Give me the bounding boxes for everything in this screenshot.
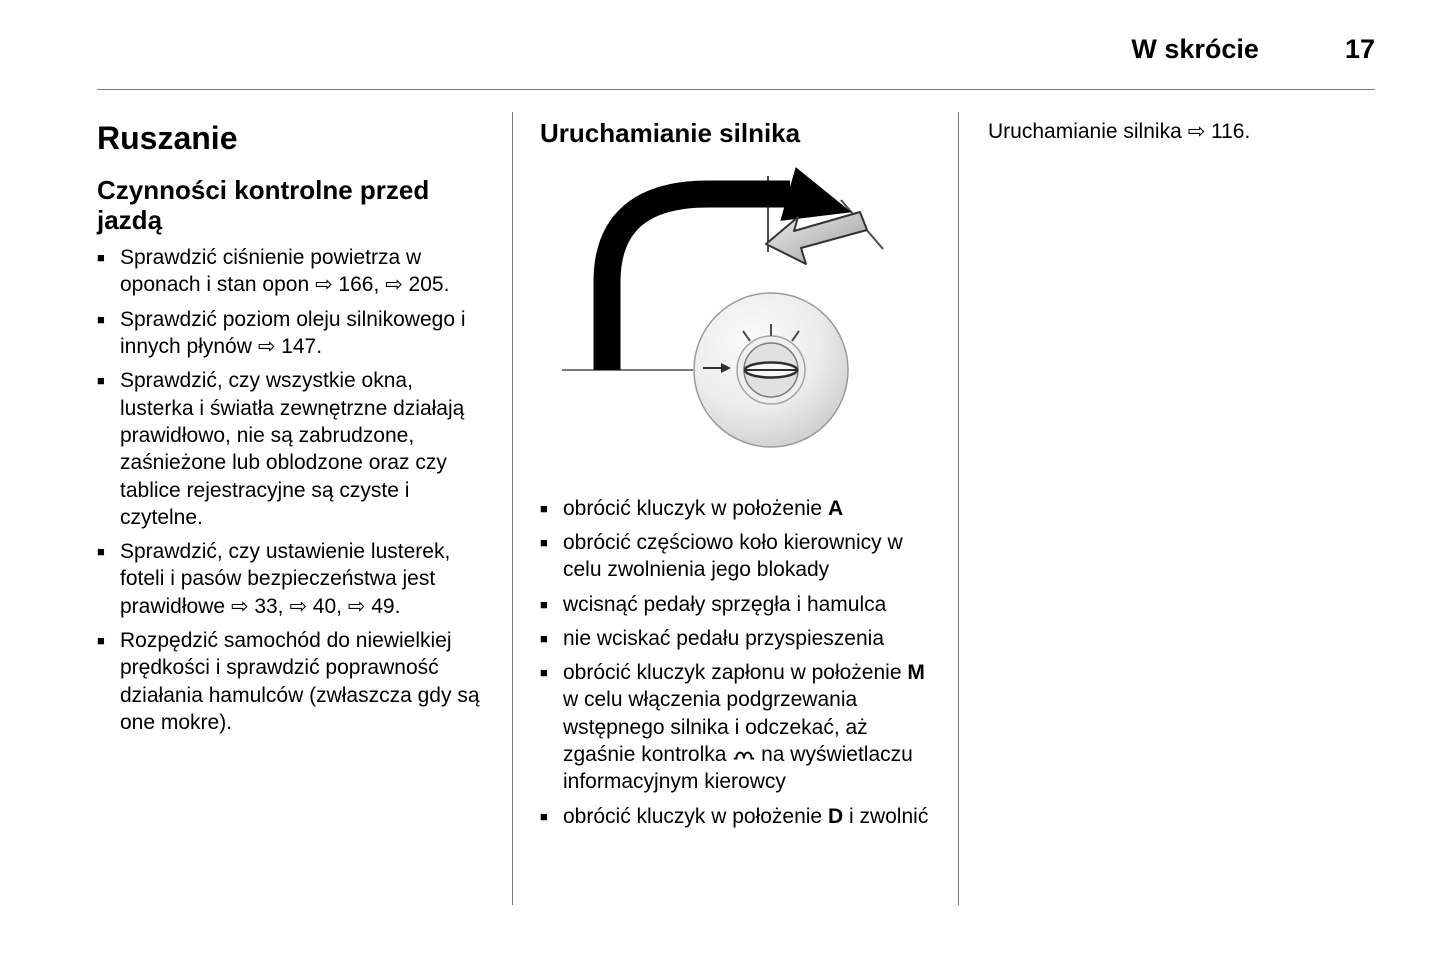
heading-ruszanie: Ruszanie xyxy=(97,120,238,156)
bullet-item xyxy=(540,803,936,830)
bullet-item xyxy=(540,495,936,522)
bullet-text: Sprawdzić, czy wszystkie okna, lusterka i światła zewnętrzne działają prawidłowo, nie są zabrudzone, zaśnieżone lub oblodzone oraz czy tablice rejestracyjne są czyste i czytelne. xyxy=(120,369,465,529)
bullet-item xyxy=(540,591,936,618)
column-right xyxy=(958,112,1375,905)
column-left xyxy=(97,112,512,905)
bullet-text: nie wciskać pedału przyspieszenia xyxy=(563,626,884,650)
cross-reference: Uruchamianie silnika ⇨ 116. xyxy=(988,120,1251,143)
bullet-item xyxy=(540,659,936,795)
bullet-square-icon: ■ xyxy=(540,630,548,646)
content-columns xyxy=(97,112,1375,905)
engine-start-steps-list xyxy=(540,495,936,830)
pre-drive-checks-list xyxy=(97,244,488,736)
bullet-square-icon: ■ xyxy=(540,500,548,516)
bullet-item xyxy=(97,627,488,736)
bullet-square-icon: ■ xyxy=(97,250,105,266)
bullet-square-icon: ■ xyxy=(540,534,548,550)
section-title: W skrócie xyxy=(1131,34,1259,64)
bullet-text: obrócić częściowo koło kierownicy w celu zwolnienia jego blokady xyxy=(563,530,903,582)
bullet-square-icon: ■ xyxy=(540,665,548,681)
bullet-square-icon: ■ xyxy=(97,544,105,560)
bullet-item xyxy=(97,538,488,620)
subheading-pre-drive-checks: Czynności kontrolne przed jazdą xyxy=(97,174,430,236)
heading-engine-start: Uruchamianie silnika xyxy=(540,118,801,148)
bullet-text: obrócić kluczyk zapłonu w położenie M w celu włączenia podgrzewania wstępnego silnika i odczekać, aż zgaśnie kontrolka na wyświetlaczu informacyjnym kierowcy xyxy=(563,661,925,794)
header-rule xyxy=(97,89,1375,90)
bullet-text: obrócić kluczyk w położenie D i zwolnić xyxy=(563,804,929,828)
bullet-square-icon: ■ xyxy=(540,808,548,824)
ignition-switch-illustration xyxy=(540,160,933,473)
bullet-square-icon: ■ xyxy=(97,633,105,648)
bullet-text: Sprawdzić ciśnienie powietrza w oponach i stan opon ⇨ 166, ⇨ 205. xyxy=(120,246,450,297)
bullet-square-icon: ■ xyxy=(97,311,105,327)
bullet-item xyxy=(540,529,936,584)
bullet-text: Sprawdzić, czy ustawienie lusterek, foteli i pasów bezpieczeństwa jest prawidłowe ⇨ 33, ⇨ 40, ⇨ 49. xyxy=(120,540,451,618)
bullet-square-icon: ■ xyxy=(97,373,105,389)
ignition-illustration-svg xyxy=(540,160,933,473)
bullet-text: Sprawdzić poziom oleju silnikowego i innych płynów ⇨ 147. xyxy=(120,307,466,359)
page-header xyxy=(97,34,1375,65)
column-middle xyxy=(512,112,958,905)
bullet-text: wcisnąć pedały sprzęgła i hamulca xyxy=(563,592,887,616)
bullet-item xyxy=(97,306,488,361)
bullet-item xyxy=(540,625,936,652)
bullet-text: Rozpędzić samochód do niewielkiej prędkości i sprawdzić poprawność działania hamulców (zwłaszcza gdy są one mokre). xyxy=(120,629,480,734)
glow-plug-icon xyxy=(732,743,755,766)
bullet-square-icon: ■ xyxy=(540,596,548,612)
bullet-text: obrócić kluczyk w położenie A xyxy=(563,496,844,520)
page-number: 17 xyxy=(1344,34,1375,64)
bullet-item xyxy=(97,367,488,531)
bullet-item xyxy=(97,244,488,299)
